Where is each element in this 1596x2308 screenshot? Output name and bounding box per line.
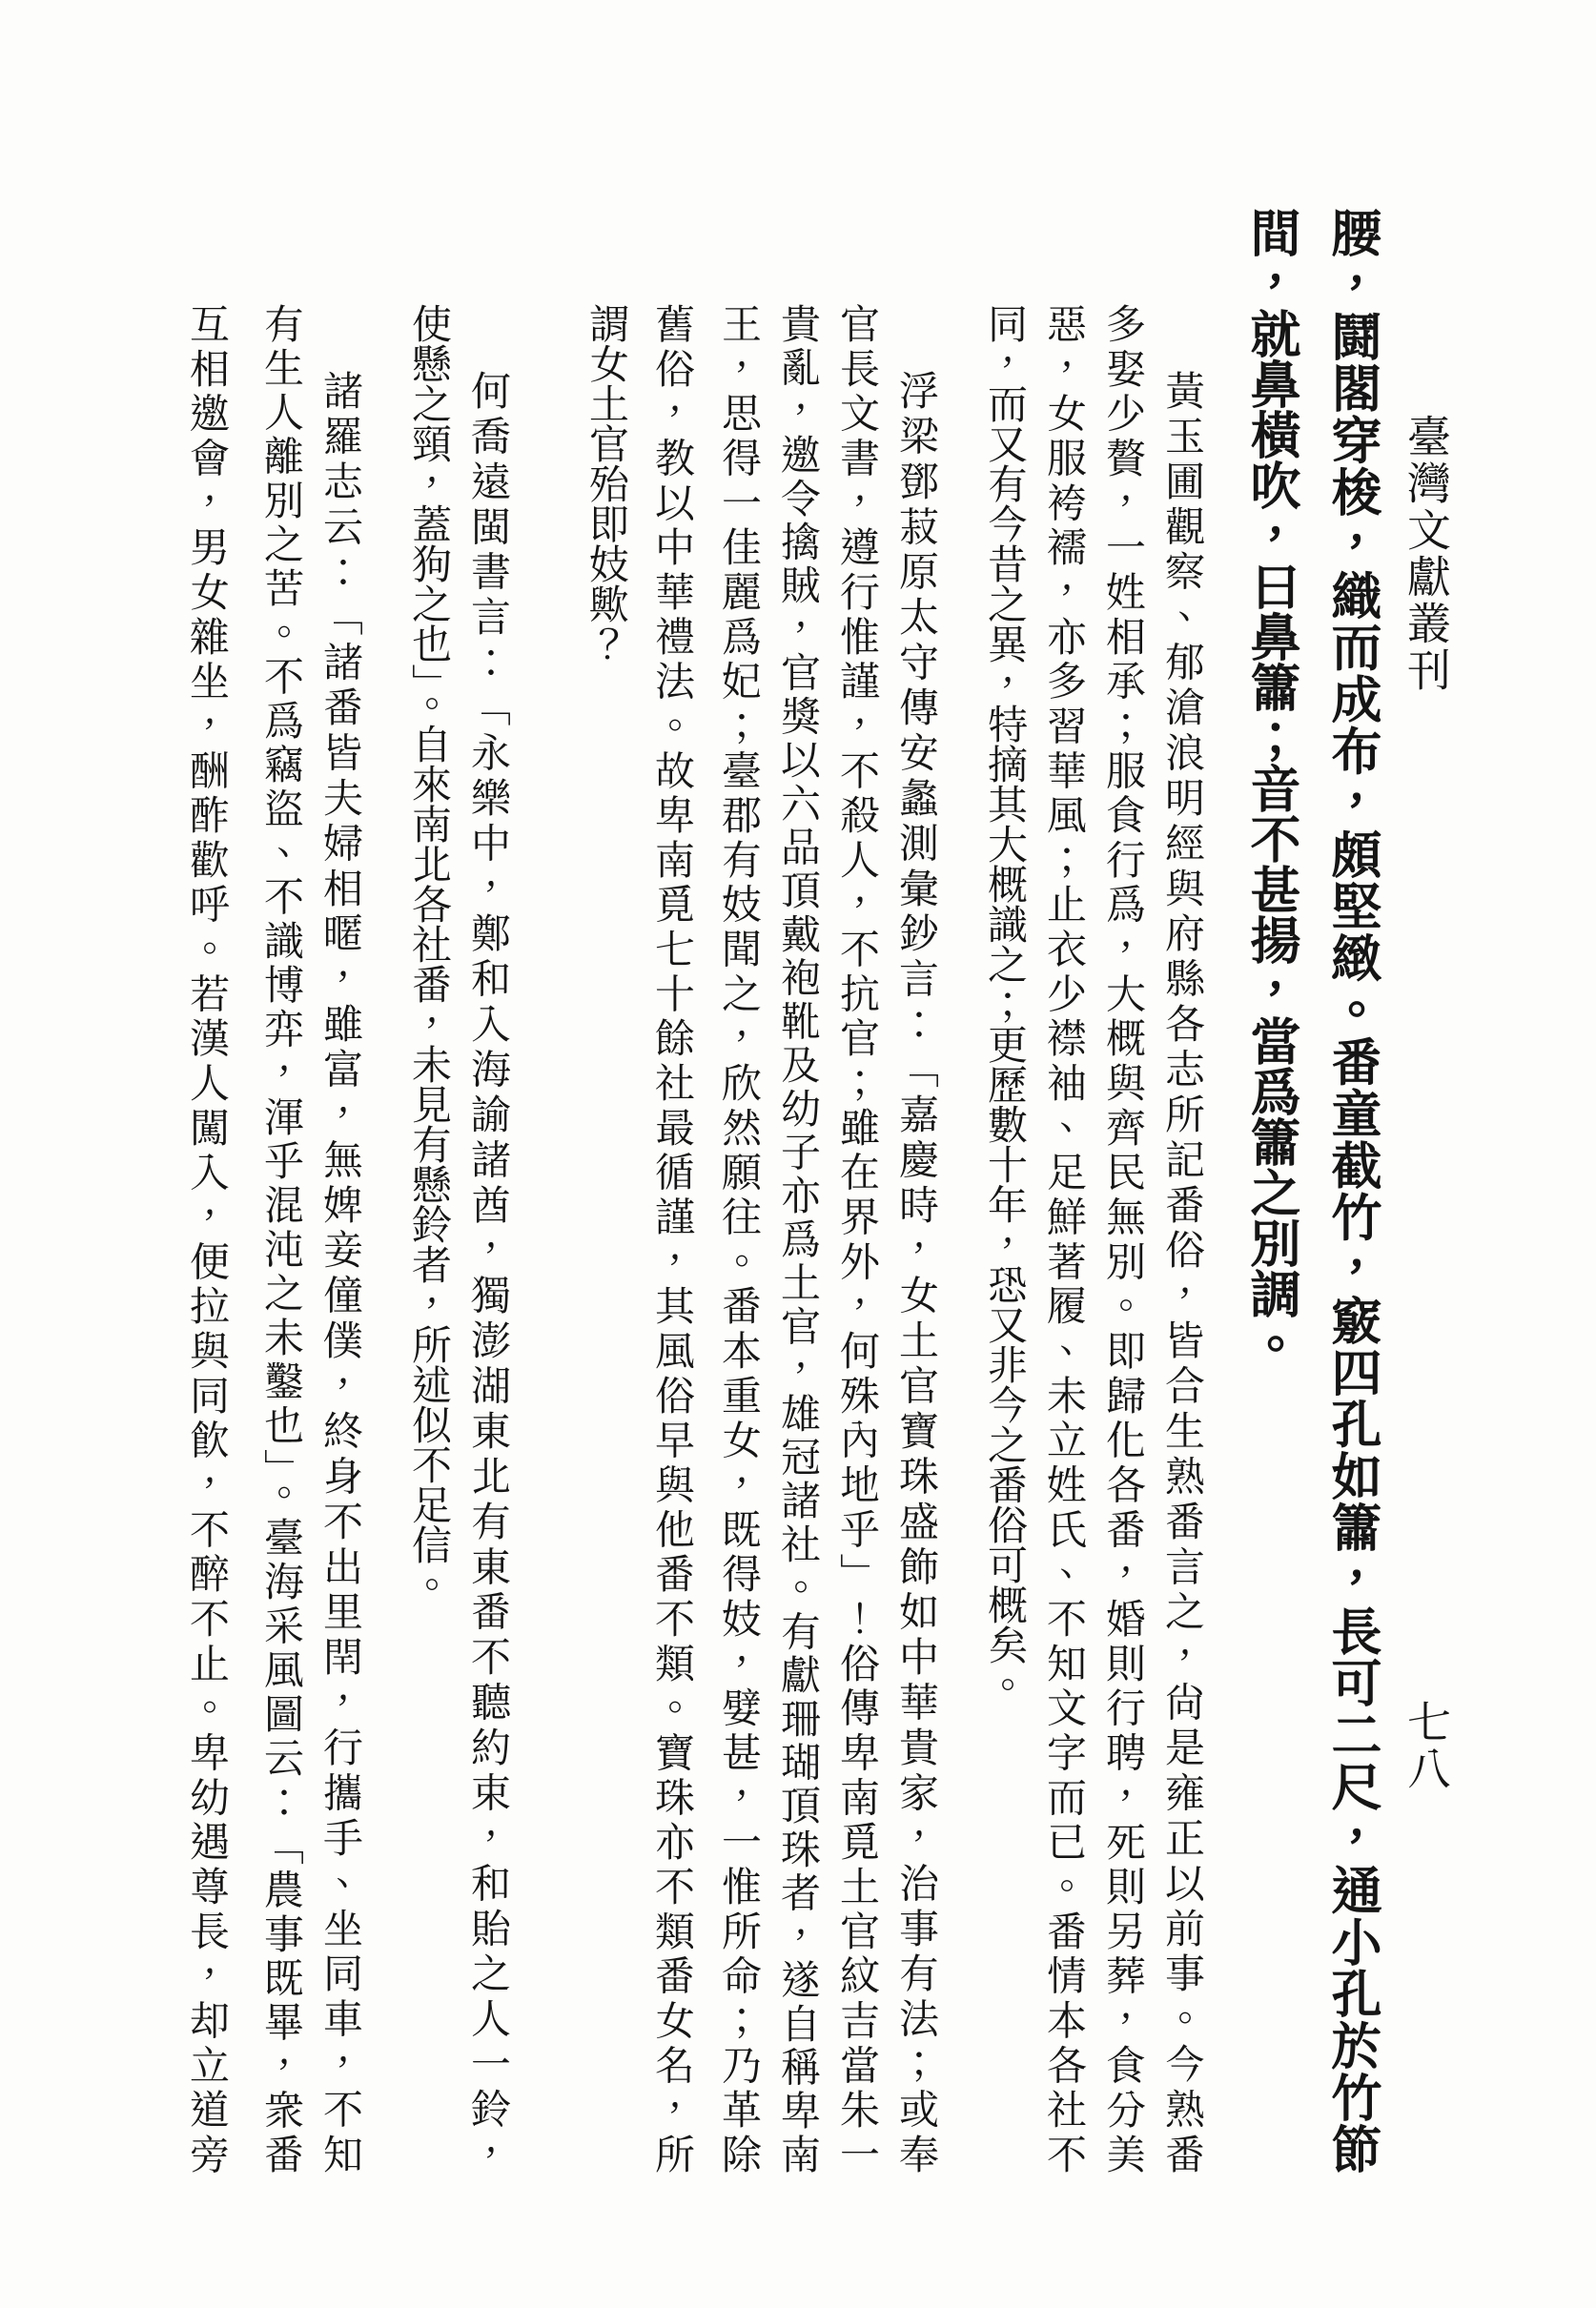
text-column: 官長文書，遵行惟謹，不殺人，不抗官；雖在界外，何殊內地乎」！俗傳卑南覓土官紋吉當朱一	[834, 303, 881, 2174]
text-column: 浮梁鄧菽原太守傳安蠡測彙鈔言：「嘉慶時，女土官寶珠盛飾如中華貴家，治事有法；或奉	[893, 370, 940, 2174]
paragraph-huang-yupu-note	[982, 303, 1206, 2174]
paragraph-zhuluo-gazetteer-note	[184, 303, 364, 2174]
text-column: 使懸之頸，蓋狗之也」。自來南北各社番，未見有懸鈴者，所述似不足信。	[406, 303, 453, 1604]
text-column: 惡，女服袴襦，亦多習華風；止衣少襟袖、足鮮著履、未立姓氏、不知文字而已。番情本各社不	[1041, 303, 1088, 2174]
text-column: 互相邀會，男女雜坐，酬酢歡呼。若漢人闖入，便拉與同飮，不醉不止。卑幼遇尊長，却立道旁	[184, 303, 231, 2174]
text-column: 間，就鼻橫吹，曰鼻簫；音不甚揚，當爲簫之別調。	[1242, 207, 1301, 1369]
text-column: 多娶少贅，一姓相承；服食行爲，大概與齊民無別。即歸化各番，婚則行聘，死則另葬，食分美	[1100, 303, 1147, 2174]
text-column: 舊俗，教以中華禮法。故卑南覓七十餘社最循謹，其風俗早與他番不類。寶珠亦不類番女名，所	[649, 303, 696, 2174]
text-column: 王，思得一佳麗爲妃；臺郡有妓聞之，欣然願往。番本重女，既得妓，嬖甚，一惟所命；乃革除	[716, 303, 763, 2174]
paragraph-deng-chuanan-note	[583, 303, 940, 2174]
text-column: 謂女土官殆即妓歟？	[583, 303, 630, 664]
text-column: 諸羅志云：「諸番皆夫婦相暱，雖富，無婢妾僮僕，終身不出里閈，行攜手、坐同車，不知	[317, 370, 364, 2174]
text-column: 有生人離別之苦。不爲竊盜、不識博弈，渾乎混沌之未鑿也」。臺海采風圖云：「農事既畢，衆番	[258, 303, 305, 2174]
paragraph-he-qiaoyuan-note	[406, 303, 512, 2174]
running-head-title: 臺灣文獻叢刊	[1401, 414, 1452, 694]
text-column: 何喬遠閩書言：「永樂中，鄭和入海諭諸酋，獨澎湖東北有東番不聽約束，和貽之人一鈴，	[465, 370, 512, 2174]
text-column: 腰，鬪閣穿梭，織而成布，頗堅緻。番童截竹，竅四孔如簫，長可二尺，通小孔於竹節	[1323, 207, 1382, 2174]
text-column: 黃玉圃觀察、郁滄浪明經與府縣各志所記番俗，皆合生熟番言之，尙是雍正以前事。今熟番	[1159, 370, 1206, 2174]
page-number: 七八	[1401, 1699, 1452, 1792]
text-column: 同，而又有今昔之異，特摘其大概識之；更歷數十年，恐又非今之番俗可概矣。	[982, 303, 1029, 1705]
text-column: 貴亂，邀令擒賊，官獎以六品頂戴袍靴及幼子亦爲土官，雄冠諸社。有獻珊瑚頂珠者，遂自稱卑南	[775, 303, 822, 2174]
paragraph-weaving-nose-flute	[1242, 207, 1382, 2174]
